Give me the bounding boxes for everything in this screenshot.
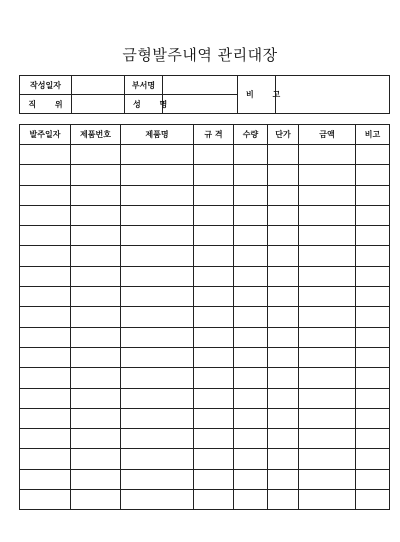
- amount-cell[interactable]: [299, 429, 356, 449]
- remarks-field[interactable]: [276, 76, 390, 114]
- header-unit-price: 단가: [268, 125, 299, 145]
- product-number-cell[interactable]: [71, 246, 121, 266]
- spec-cell[interactable]: [194, 246, 234, 266]
- date-label: 작성일자: [20, 76, 72, 95]
- product-number-cell[interactable]: [71, 429, 121, 449]
- table-row: [20, 429, 390, 449]
- amount-cell[interactable]: [299, 307, 356, 327]
- order-date-cell[interactable]: [20, 145, 71, 165]
- quantity-cell[interactable]: [234, 165, 268, 185]
- spec-cell[interactable]: [194, 287, 234, 307]
- product-number-cell[interactable]: [71, 347, 121, 367]
- order-date-cell[interactable]: [20, 388, 71, 408]
- remarks-label: 비 고: [238, 76, 276, 114]
- remarks-cell[interactable]: [356, 246, 390, 266]
- quantity-cell[interactable]: [234, 449, 268, 469]
- quantity-cell[interactable]: [234, 287, 268, 307]
- document-title: 금형발주내역 관리대장: [122, 46, 278, 64]
- table-row: [20, 388, 390, 408]
- product-name-cell[interactable]: [121, 145, 194, 165]
- product-number-cell[interactable]: [71, 327, 121, 347]
- quantity-cell[interactable]: [234, 185, 268, 205]
- dept-field[interactable]: [163, 76, 238, 95]
- order-date-cell[interactable]: [20, 246, 71, 266]
- unit-price-cell[interactable]: [268, 490, 299, 510]
- spec-cell[interactable]: [194, 165, 234, 185]
- remarks-cell[interactable]: [356, 490, 390, 510]
- remarks-cell[interactable]: [356, 388, 390, 408]
- quantity-cell[interactable]: [234, 327, 268, 347]
- table-row: [20, 408, 390, 428]
- order-date-cell[interactable]: [20, 185, 71, 205]
- unit-price-cell[interactable]: [268, 205, 299, 225]
- remarks-cell[interactable]: [356, 226, 390, 246]
- remarks-cell[interactable]: [356, 429, 390, 449]
- header-amount: 금액: [299, 125, 356, 145]
- quantity-cell[interactable]: [234, 490, 268, 510]
- product-number-cell[interactable]: [71, 185, 121, 205]
- remarks-cell[interactable]: [356, 145, 390, 165]
- spec-cell[interactable]: [194, 449, 234, 469]
- unit-price-cell[interactable]: [268, 185, 299, 205]
- table-row: [20, 469, 390, 489]
- unit-price-cell[interactable]: [268, 165, 299, 185]
- amount-cell[interactable]: [299, 226, 356, 246]
- table-row: [20, 226, 390, 246]
- order-date-cell[interactable]: [20, 307, 71, 327]
- product-name-cell[interactable]: [121, 266, 194, 286]
- amount-cell[interactable]: [299, 388, 356, 408]
- unit-price-cell[interactable]: [268, 347, 299, 367]
- product-number-cell[interactable]: [71, 165, 121, 185]
- quantity-cell[interactable]: [234, 429, 268, 449]
- spec-cell[interactable]: [194, 469, 234, 489]
- amount-cell[interactable]: [299, 408, 356, 428]
- quantity-cell[interactable]: [234, 246, 268, 266]
- unit-price-cell[interactable]: [268, 266, 299, 286]
- spec-cell[interactable]: [194, 327, 234, 347]
- table-row: [20, 145, 390, 165]
- product-number-cell[interactable]: [71, 266, 121, 286]
- product-name-cell[interactable]: [121, 307, 194, 327]
- table-row: [20, 490, 390, 510]
- unit-price-cell[interactable]: [268, 246, 299, 266]
- remarks-cell[interactable]: [356, 287, 390, 307]
- amount-cell[interactable]: [299, 185, 356, 205]
- header-order-date: 발주일자: [20, 125, 71, 145]
- product-name-cell[interactable]: [121, 449, 194, 469]
- quantity-cell[interactable]: [234, 266, 268, 286]
- table-row: [20, 266, 390, 286]
- amount-cell[interactable]: [299, 205, 356, 225]
- remarks-cell[interactable]: [356, 327, 390, 347]
- position-label: 직 위: [20, 95, 72, 114]
- product-name-cell[interactable]: [121, 287, 194, 307]
- amount-cell[interactable]: [299, 449, 356, 469]
- spec-cell[interactable]: [194, 145, 234, 165]
- quantity-cell[interactable]: [234, 408, 268, 428]
- unit-price-cell[interactable]: [268, 287, 299, 307]
- product-number-cell[interactable]: [71, 307, 121, 327]
- amount-cell[interactable]: [299, 368, 356, 388]
- order-date-cell[interactable]: [20, 368, 71, 388]
- amount-cell[interactable]: [299, 246, 356, 266]
- spec-cell[interactable]: [194, 266, 234, 286]
- dept-label: 부서명: [125, 76, 163, 95]
- header-product-name: 제품명: [121, 125, 194, 145]
- product-name-cell[interactable]: [121, 205, 194, 225]
- remarks-cell[interactable]: [356, 165, 390, 185]
- order-date-cell[interactable]: [20, 469, 71, 489]
- product-number-cell[interactable]: [71, 368, 121, 388]
- order-date-cell[interactable]: [20, 449, 71, 469]
- quantity-cell[interactable]: [234, 469, 268, 489]
- product-name-cell[interactable]: [121, 165, 194, 185]
- order-date-cell[interactable]: [20, 165, 71, 185]
- product-number-cell[interactable]: [71, 388, 121, 408]
- product-name-cell[interactable]: [121, 490, 194, 510]
- product-name-cell[interactable]: [121, 246, 194, 266]
- spec-cell[interactable]: [194, 226, 234, 246]
- spec-cell[interactable]: [194, 368, 234, 388]
- spec-cell[interactable]: [194, 490, 234, 510]
- order-date-cell[interactable]: [20, 287, 71, 307]
- remarks-cell[interactable]: [356, 449, 390, 469]
- amount-cell[interactable]: [299, 287, 356, 307]
- product-number-cell[interactable]: [71, 145, 121, 165]
- order-table: [19, 124, 390, 510]
- name-label: 성 명: [125, 95, 163, 114]
- header-quantity: 수량: [234, 125, 268, 145]
- quantity-cell[interactable]: [234, 145, 268, 165]
- table-row: [20, 307, 390, 327]
- spec-cell[interactable]: [194, 429, 234, 449]
- product-name-cell[interactable]: [121, 408, 194, 428]
- spec-cell[interactable]: [194, 307, 234, 327]
- product-number-cell[interactable]: [71, 408, 121, 428]
- unit-price-cell[interactable]: [268, 145, 299, 165]
- remarks-cell[interactable]: [356, 347, 390, 367]
- order-date-cell[interactable]: [20, 347, 71, 367]
- product-name-cell[interactable]: [121, 226, 194, 246]
- quantity-cell[interactable]: [234, 388, 268, 408]
- order-date-cell[interactable]: [20, 429, 71, 449]
- amount-cell[interactable]: [299, 145, 356, 165]
- unit-price-cell[interactable]: [268, 327, 299, 347]
- product-name-cell[interactable]: [121, 429, 194, 449]
- remarks-cell[interactable]: [356, 408, 390, 428]
- amount-cell[interactable]: [299, 327, 356, 347]
- spec-cell[interactable]: [194, 347, 234, 367]
- table-row: [20, 185, 390, 205]
- date-field[interactable]: [72, 76, 125, 95]
- table-row: [20, 205, 390, 225]
- product-number-cell[interactable]: [71, 205, 121, 225]
- quantity-cell[interactable]: [234, 226, 268, 246]
- order-date-cell[interactable]: [20, 205, 71, 225]
- remarks-cell[interactable]: [356, 185, 390, 205]
- order-date-cell[interactable]: [20, 408, 71, 428]
- product-number-cell[interactable]: [71, 287, 121, 307]
- unit-price-cell[interactable]: [268, 388, 299, 408]
- info-table: [19, 75, 390, 114]
- product-number-cell[interactable]: [71, 449, 121, 469]
- table-row: [20, 368, 390, 388]
- quantity-cell[interactable]: [234, 347, 268, 367]
- product-name-cell[interactable]: [121, 388, 194, 408]
- remarks-cell[interactable]: [356, 266, 390, 286]
- amount-cell[interactable]: [299, 490, 356, 510]
- spec-cell[interactable]: [194, 408, 234, 428]
- header-spec: 규 격: [194, 125, 234, 145]
- order-date-cell[interactable]: [20, 490, 71, 510]
- amount-cell[interactable]: [299, 469, 356, 489]
- table-row: [20, 347, 390, 367]
- unit-price-cell[interactable]: [268, 449, 299, 469]
- table-row: [20, 246, 390, 266]
- amount-cell[interactable]: [299, 347, 356, 367]
- quantity-cell[interactable]: [234, 368, 268, 388]
- amount-cell[interactable]: [299, 266, 356, 286]
- header-product-number: 제품번호: [71, 125, 121, 145]
- product-number-cell[interactable]: [71, 469, 121, 489]
- spec-cell[interactable]: [194, 205, 234, 225]
- product-number-cell[interactable]: [71, 490, 121, 510]
- unit-price-cell[interactable]: [268, 307, 299, 327]
- unit-price-cell[interactable]: [268, 368, 299, 388]
- remarks-cell[interactable]: [356, 307, 390, 327]
- order-date-cell[interactable]: [20, 226, 71, 246]
- unit-price-cell[interactable]: [268, 408, 299, 428]
- remarks-cell[interactable]: [356, 368, 390, 388]
- order-date-cell[interactable]: [20, 327, 71, 347]
- position-field[interactable]: [72, 95, 125, 114]
- table-header-row: [20, 125, 390, 145]
- product-name-cell[interactable]: [121, 368, 194, 388]
- header-remarks: 비고: [356, 125, 390, 145]
- table-row: [20, 327, 390, 347]
- table-row: [20, 287, 390, 307]
- quantity-cell[interactable]: [234, 307, 268, 327]
- product-name-cell[interactable]: [121, 469, 194, 489]
- unit-price-cell[interactable]: [268, 429, 299, 449]
- amount-cell[interactable]: [299, 165, 356, 185]
- remarks-cell[interactable]: [356, 469, 390, 489]
- table-row: [20, 449, 390, 469]
- product-name-cell[interactable]: [121, 185, 194, 205]
- unit-price-cell[interactable]: [268, 469, 299, 489]
- spec-cell[interactable]: [194, 388, 234, 408]
- product-name-cell[interactable]: [121, 347, 194, 367]
- spec-cell[interactable]: [194, 185, 234, 205]
- unit-price-cell[interactable]: [268, 226, 299, 246]
- table-row: [20, 165, 390, 185]
- order-date-cell[interactable]: [20, 266, 71, 286]
- remarks-cell[interactable]: [356, 205, 390, 225]
- quantity-cell[interactable]: [234, 205, 268, 225]
- product-name-cell[interactable]: [121, 327, 194, 347]
- product-number-cell[interactable]: [71, 226, 121, 246]
